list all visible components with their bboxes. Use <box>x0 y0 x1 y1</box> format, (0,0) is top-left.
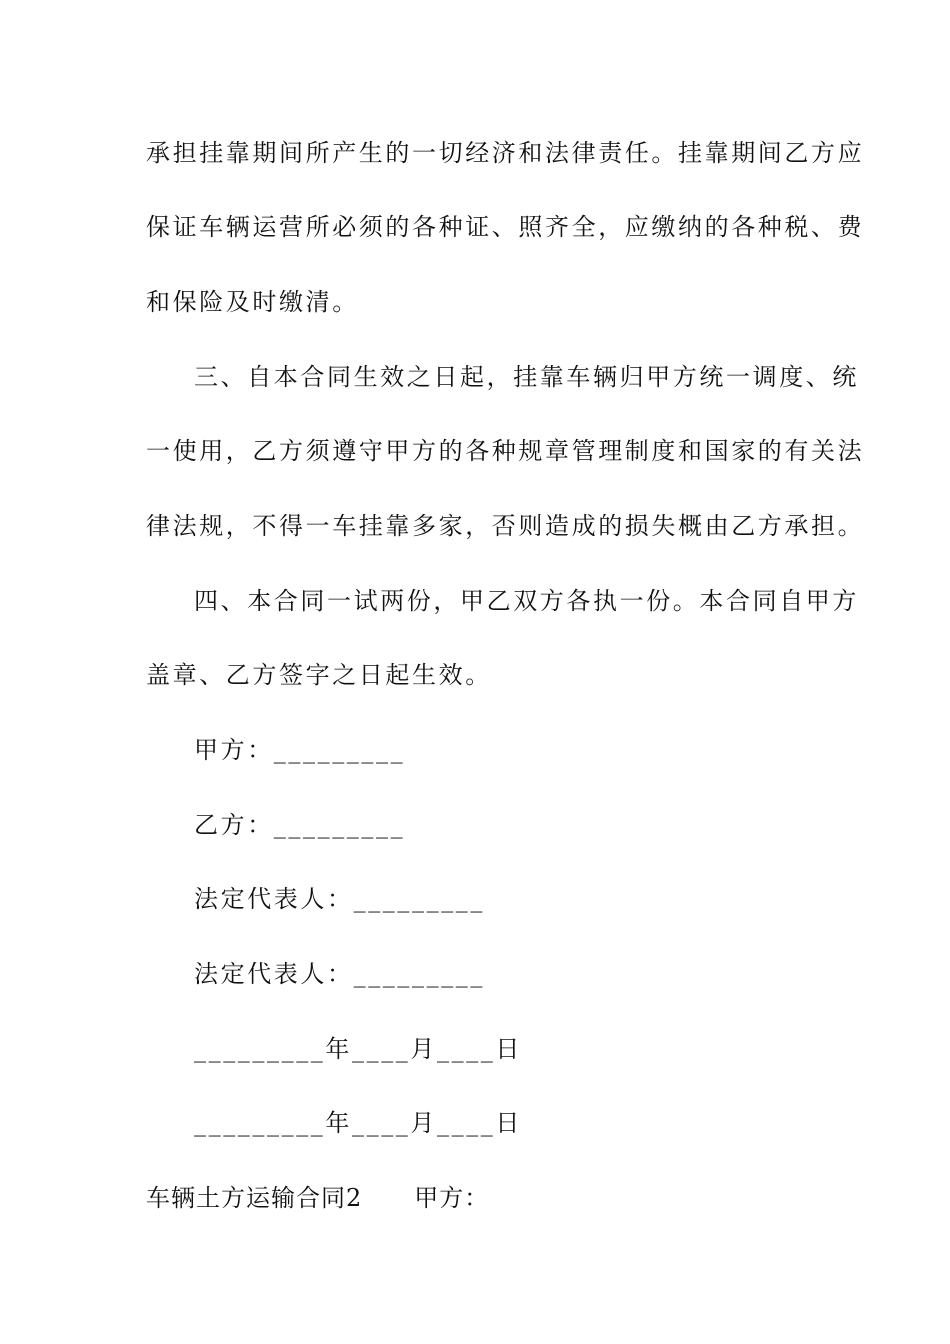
date-line-b: _________年____月____日 <box>194 1109 522 1137</box>
party-b-signature: 乙方：_________ <box>194 811 406 839</box>
party-a-signature: 甲方：_________ <box>194 736 406 764</box>
clause-3-line-1: 三、自本合同生效之日起，挂靠车辆归甲方统一调度、统 <box>194 363 859 391</box>
next-section-title: 车辆土方运输合同2 <box>146 1184 363 1212</box>
clause-4-line-1: 四、本合同一试两份，甲乙双方各执一份。本合同自甲方 <box>194 587 859 615</box>
next-section-party: 甲方： <box>414 1184 490 1212</box>
clause-4-line-2: 盖章、乙方签字之日起生效。 <box>146 661 492 689</box>
body-line-1: 承担挂靠期间所产生的一切经济和法律责任。挂靠期间乙方应 <box>146 139 865 167</box>
legal-rep-b-signature: 法定代表人：_________ <box>194 960 485 988</box>
clause-3-line-2: 一使用，乙方须遵守甲方的各种规章管理制度和国家的有关法 <box>146 437 865 465</box>
legal-rep-a-signature: 法定代表人：_________ <box>194 885 485 913</box>
next-section-heading <box>146 1182 806 1214</box>
clause-3-line-3: 律法规，不得一车挂靠多家，否则造成的损失概由乙方承担。 <box>146 512 865 540</box>
date-line-a: _________年____月____日 <box>194 1035 522 1063</box>
body-line-3: 和保险及时缴清。 <box>146 288 359 316</box>
body-line-2: 保证车辆运营所必须的各种证、照齐全，应缴纳的各种税、费 <box>146 213 865 241</box>
